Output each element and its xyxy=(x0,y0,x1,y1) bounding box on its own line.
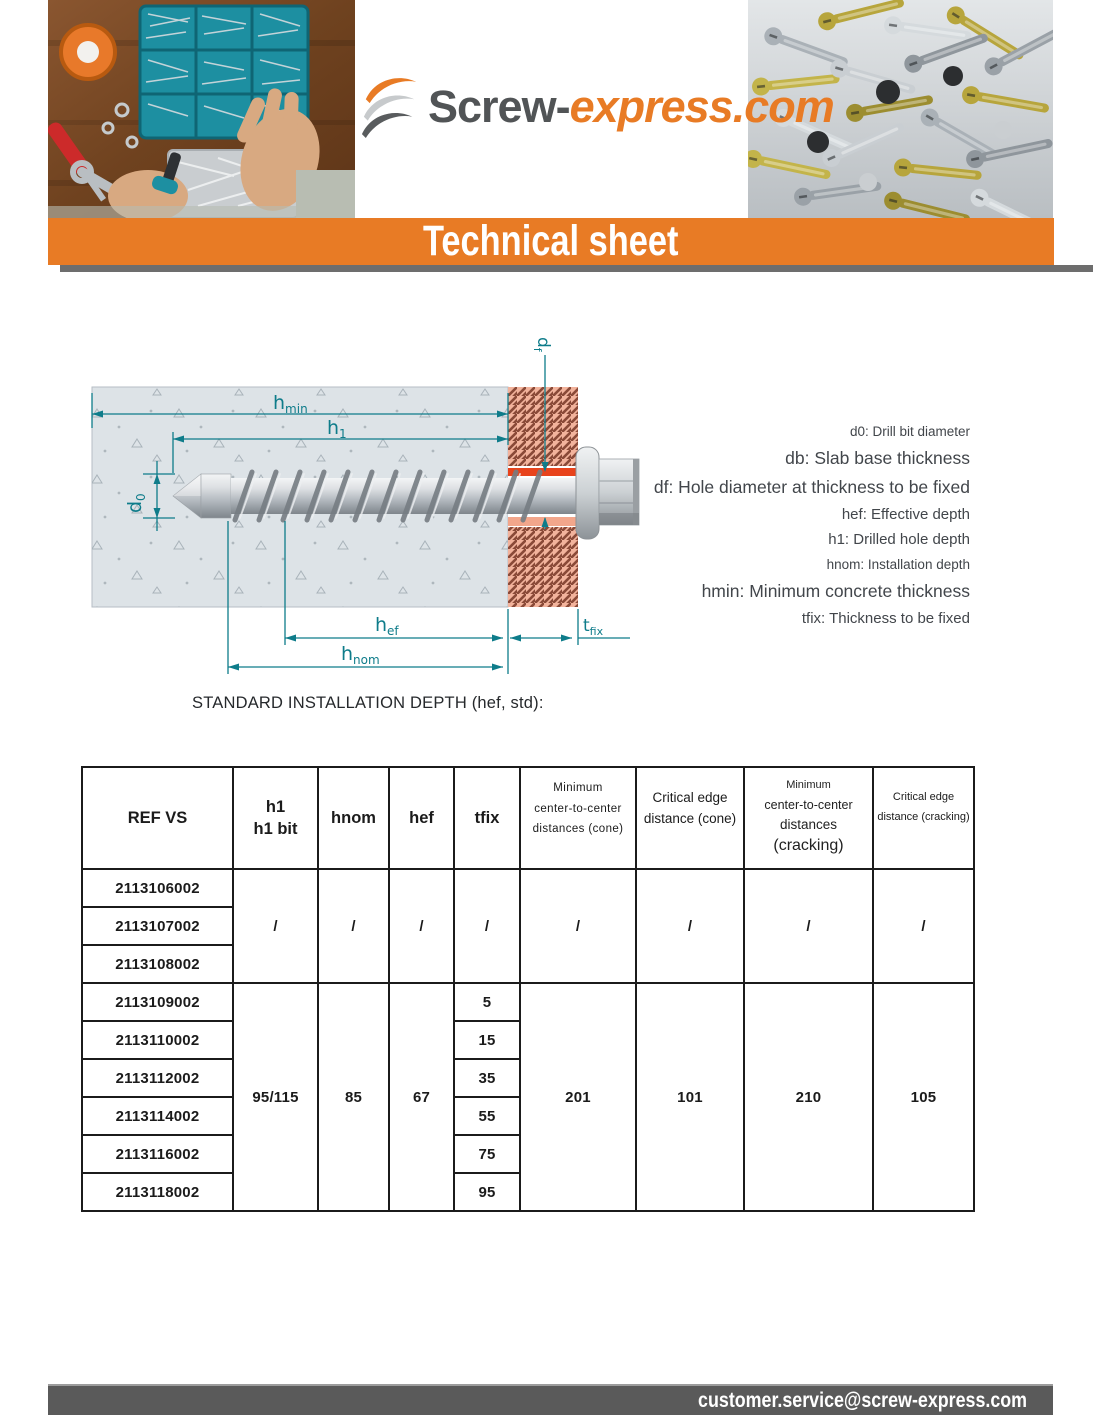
edge-cone-cell-group1: / xyxy=(636,869,744,983)
brand-name-dark: Screw- xyxy=(428,81,570,132)
legend-item-df: df: Hole diameter at thickness to be fixed xyxy=(653,476,970,497)
col-header-h1: h1 h1 bit xyxy=(233,767,318,869)
legend-item-h1: h1: Drilled hole depth xyxy=(828,531,970,549)
ref-cell: 2113107002 xyxy=(82,907,233,945)
col-header-tfix: tfix xyxy=(454,767,520,869)
ref-cell: 2113114002 xyxy=(82,1097,233,1135)
tfix-cell: 35 xyxy=(454,1059,520,1097)
col-header-ctc-cone: Minimum center-to-center distances (cone) xyxy=(520,767,636,869)
section-title: STANDARD INSTALLATION DEPTH (hef, std): xyxy=(192,694,544,712)
banner-underline xyxy=(60,265,1093,272)
table-row xyxy=(82,983,974,1021)
h1-cell-group2: 95/115 xyxy=(233,983,318,1211)
table-header-row xyxy=(82,767,974,869)
label-hef: $h_{ef}$ xyxy=(375,614,399,638)
legend-item-hef: hef: Effective depth xyxy=(841,505,970,523)
label-d0: $d_0$ xyxy=(124,493,148,513)
legend-item-hmin: hmin: Minimum concrete thickness xyxy=(701,581,970,601)
legend-item-hnom: hnom: Installation depth xyxy=(826,557,970,573)
label-df: $d_f$ xyxy=(531,337,553,352)
legend-item-d0: d0: Drill bit diameter xyxy=(849,424,970,439)
label-hmin: $h_{min}$ xyxy=(273,392,308,416)
workbench-photo xyxy=(48,0,355,218)
hnom-cell-group1: / xyxy=(318,869,389,983)
tfix-cell: 5 xyxy=(454,983,520,1021)
col-header-hnom: hnom xyxy=(318,767,389,869)
col-header-edge-cone: Critical edge distance (cone) xyxy=(636,767,744,869)
ref-cell: 2113116002 xyxy=(82,1135,233,1173)
label-h1: $h_1$ xyxy=(327,417,347,441)
ctc-cone-cell-group1: / xyxy=(520,869,636,983)
tfix-cell: 95 xyxy=(454,1173,520,1211)
ref-cell: 2113108002 xyxy=(82,945,233,983)
dimension-legend xyxy=(500,424,970,636)
hnom-cell-group2: 85 xyxy=(318,983,389,1211)
contact-email: customer.service@screw-express.com xyxy=(698,1389,1027,1412)
ref-cell: 2113110002 xyxy=(82,1021,233,1059)
col-header-edge-cracking: Critical edge distance (cracking) xyxy=(873,767,974,869)
ref-cell: 2113118002 xyxy=(82,1173,233,1211)
label-tfix: $t_{fix}$ xyxy=(583,616,604,638)
workbench-illustration xyxy=(48,0,355,218)
hef-cell-group1: / xyxy=(389,869,454,983)
brand-logo xyxy=(360,72,834,142)
tfix-cell-group1: / xyxy=(454,869,520,983)
page-title: Technical sheet xyxy=(423,217,679,265)
tfix-cell: 15 xyxy=(454,1021,520,1059)
ref-cell: 2113106002 xyxy=(82,869,233,907)
edge-cone-cell-group2: 101 xyxy=(636,983,744,1211)
title-banner xyxy=(48,218,1054,265)
ctc-crack-cell-group1: / xyxy=(744,869,873,983)
legend-item-db: db: Slab base thickness xyxy=(785,447,970,468)
h1-cell-group1: / xyxy=(233,869,318,983)
tfix-cell: 55 xyxy=(454,1097,520,1135)
ref-cell: 2113109002 xyxy=(82,983,233,1021)
edge-crack-cell-group2: 105 xyxy=(873,983,974,1211)
col-header-hef: hef xyxy=(389,767,454,869)
edge-crack-cell-group1: / xyxy=(873,869,974,983)
installation-depth-table xyxy=(81,766,975,1212)
footer-bar xyxy=(48,1384,1053,1415)
hef-cell-group2: 67 xyxy=(389,983,454,1211)
label-hnom: $h_{nom}$ xyxy=(341,643,380,667)
ctc-crack-cell-group2: 210 xyxy=(744,983,873,1211)
tfix-cell: 75 xyxy=(454,1135,520,1173)
brand-name-orange: express.com xyxy=(569,81,834,132)
ref-cell: 2113112002 xyxy=(82,1059,233,1097)
logo-arcs-icon xyxy=(360,72,422,142)
legend-item-tfix: tfix: Thickness to be fixed xyxy=(801,609,970,627)
table-row xyxy=(82,869,974,907)
brand-name xyxy=(428,81,834,133)
ctc-cone-cell-group2: 201 xyxy=(520,983,636,1211)
col-header-ref: REF VS xyxy=(82,767,233,869)
col-header-ctc-cracking: Minimum center-to-center distances (cracking) xyxy=(744,767,873,869)
